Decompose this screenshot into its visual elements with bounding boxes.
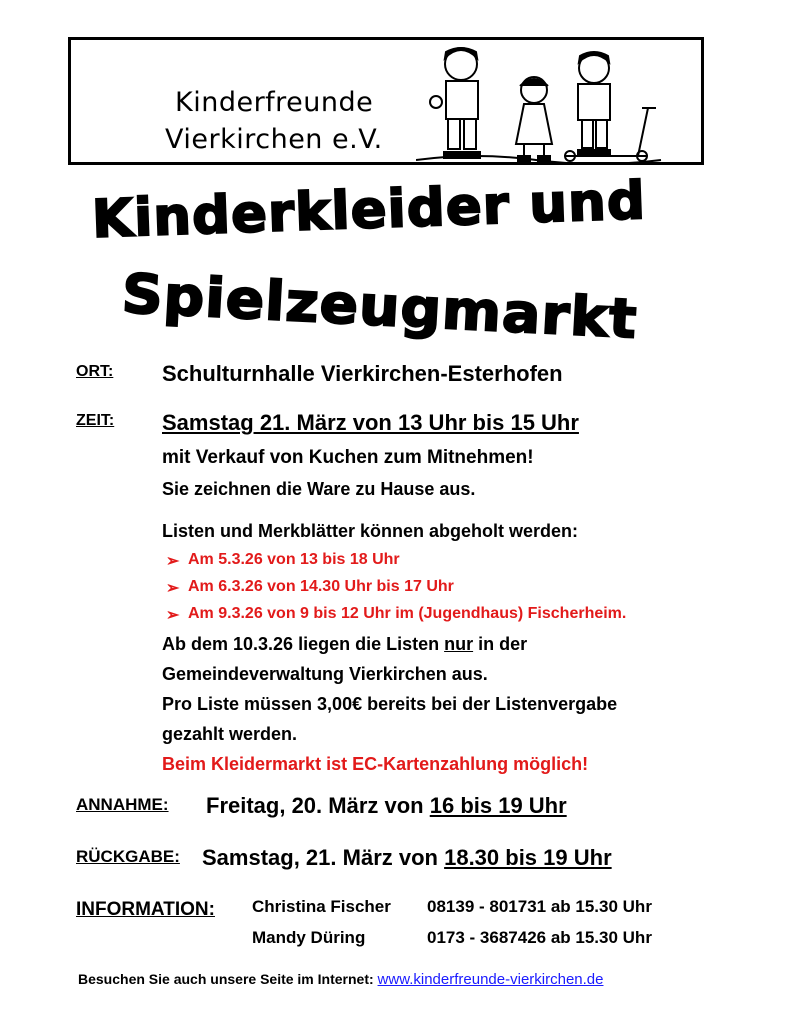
headline-line1: Kinderkleider und <box>90 171 647 250</box>
rueckgabe-time: 18.30 bis 19 Uhr <box>444 845 612 870</box>
footer <box>78 971 603 988</box>
org-name-line1: Kinderfreunde <box>175 87 374 118</box>
listen-bullet-1: Am 5.3.26 von 13 bis 18 Uhr <box>188 551 400 568</box>
zeit-line2: mit Verkauf von Kuchen zum Mitnehmen! <box>162 447 534 468</box>
contact-name-2: Mandy Düring <box>252 928 366 947</box>
ort-label: ORT: <box>76 363 114 380</box>
contact-phone-2: 0173 - 3687426 ab 15.30 Uhr <box>427 928 652 947</box>
logo-box <box>68 37 704 165</box>
org-name-line2: Vierkirchen e.V. <box>165 124 383 155</box>
zeit-label: ZEIT: <box>76 412 115 429</box>
listen-pro1: Pro Liste müssen 3,00€ bereits bei der Listenvergabe <box>162 694 618 714</box>
annahme-time: 16 bis 19 Uhr <box>429 793 567 818</box>
listen-bullet-2: Am 6.3.26 von 14.30 Uhr bis 17 Uhr <box>188 578 454 595</box>
ec-payment-notice: Beim Kleidermarkt ist EC-Kartenzahlung möglich! <box>162 754 589 774</box>
bullet-arrow-icon: ➢ <box>166 607 180 624</box>
rueckgabe-value: Samstag, 21. März von 18.30 bis 19 Uhr <box>202 845 612 870</box>
listen-pro2: gezahlt werden. <box>162 724 298 744</box>
listen-bullet-3: Am 9.3.26 von 9 bis 12 Uhr im (Jugendhaus) Fischerheim. <box>188 605 627 622</box>
annahme-label: ANNAHME: <box>76 795 169 814</box>
bullet-arrow-icon: ➢ <box>166 580 180 597</box>
listen-ab-line: Ab dem 10.3.26 liegen die Listen nur in der <box>162 634 528 654</box>
contact-name-1: Christina Fischer <box>252 897 391 916</box>
children-illustration <box>416 44 666 162</box>
rueckgabe-label: RÜCKGABE: <box>76 847 180 866</box>
headline-line2: Spielzeugmarkt <box>120 262 640 351</box>
website-link[interactable]: www.kinderfreunde-vierkirchen.de <box>377 971 604 988</box>
ort-value: Schulturnhalle Vierkirchen-Esterhofen <box>162 361 563 386</box>
zeit-value: Samstag 21. März von 13 Uhr bis 15 Uhr <box>162 410 579 435</box>
contact-phone-1: 08139 - 801731 ab 15.30 Uhr <box>427 897 652 916</box>
listen-gemeinde: Gemeindeverwaltung Vierkirchen aus. <box>162 664 488 684</box>
nur-emphasis: nur <box>444 634 474 654</box>
information-label: INFORMATION: <box>76 899 215 920</box>
bullet-arrow-icon: ➢ <box>166 553 180 570</box>
zeit-line3: Sie zeichnen die Ware zu Hause aus. <box>162 479 476 499</box>
annahme-value: Freitag, 20. März von 16 bis 19 Uhr <box>206 793 567 818</box>
footer-text: Besuchen Sie auch unsere Seite im Internet: <box>78 971 378 987</box>
listen-intro: Listen und Merkblätter können abgeholt werden: <box>162 521 579 541</box>
